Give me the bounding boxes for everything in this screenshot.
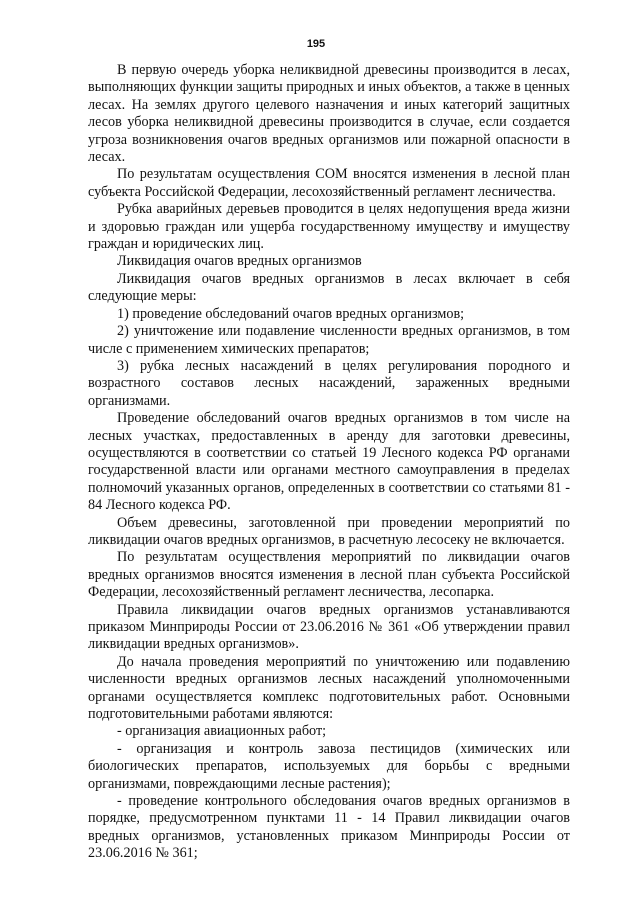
paragraph: Объем древесины, заготовленной при проведении мероприятий по ликвидации очагов вредных организмов, в расчетную лесосеку не включается. bbox=[88, 514, 570, 548]
list-item: 2) уничтожение или подавление численности вредных организмов, в том числе с применением химических препаратов; bbox=[88, 323, 570, 357]
paragraph: Проведение обследований очагов вредных организмов в том числе на лесных участках, предоставленных в аренду для заготовки древесины, осуществляются в соответствии со статьей 19 Лесного кодекса РФ органами государственной власти или органами местного самоуправления в пределах полномочий указанных органов, определенных в соответствии со статьями 81 - 84 Лесного кодекса РФ. bbox=[88, 410, 570, 514]
section-heading: Ликвидация очагов вредных организмов bbox=[117, 253, 362, 270]
paragraph: По результатам осуществления мероприятий по ликвидации очагов вредных организмов вносятся изменения в лесной план субъекта Российской Федерации, лесохозяйственный регламент лесничества, лесопарка. bbox=[88, 549, 570, 601]
list-item: 1) проведение обследований очагов вредных организмов; bbox=[117, 305, 465, 322]
document-body bbox=[88, 62, 570, 863]
list-item: - организация авиационных работ; bbox=[117, 723, 327, 740]
paragraph: По результатам осуществления СОМ вносятся изменения в лесной план субъекта Российской Федерации, лесохозяйственный регламент лесничества. bbox=[88, 166, 570, 200]
paragraph: Рубка аварийных деревьев проводится в целях недопущения вреда жизни и здоровью граждан или ущерба государственному имуществу и имуществу граждан и юридических лиц. bbox=[88, 201, 570, 253]
paragraph: В первую очередь уборка неликвидной древесины производится в лесах, выполняющих функции защиты природных и иных объектов, а также в ценных лесах. На землях другого целевого назначения и иных категорий защитных лесов уборка неликвидной древесины производится в случае, если создается угроза возникновения очагов вредных организмов или пожарной опасности в лесах. bbox=[88, 62, 570, 166]
paragraph: Ликвидация очагов вредных организмов в лесах включает в себя следующие меры: bbox=[88, 270, 570, 305]
list-item: 3) рубка лесных насаждений в целях регулирования породного и возрастного составов лесных насаждений, зараженных вредными организмами. bbox=[88, 357, 570, 409]
paragraph: Правила ликвидации очагов вредных организмов устанавливаются приказом Минприроды России от 23.06.2016 № 361 «Об утверждении правил ликвидации вредных организмов». bbox=[88, 601, 570, 653]
paragraph: До начала проведения мероприятий по уничтожению или подавлению численности вредных организмов лесных насаждений уполномоченными органами осуществляется комплекс подготовительных работ. Основными подготовительными работами являются: bbox=[88, 653, 570, 723]
list-item: - проведение контрольного обследования очагов вредных организмов в порядке, предусмотренном пунктами 11 - 14 Правил ликвидации очагов вредных организмов, установленных приказом Минприроды России от 23.06.2016 № 361; bbox=[88, 793, 570, 862]
page-number: 195 bbox=[306, 38, 326, 50]
list-item: - организация и контроль завоза пестицидов (химических или биологических препаратов, используемых для борьбы с вредными организмами, повреждающими лесные растения); bbox=[88, 740, 570, 792]
